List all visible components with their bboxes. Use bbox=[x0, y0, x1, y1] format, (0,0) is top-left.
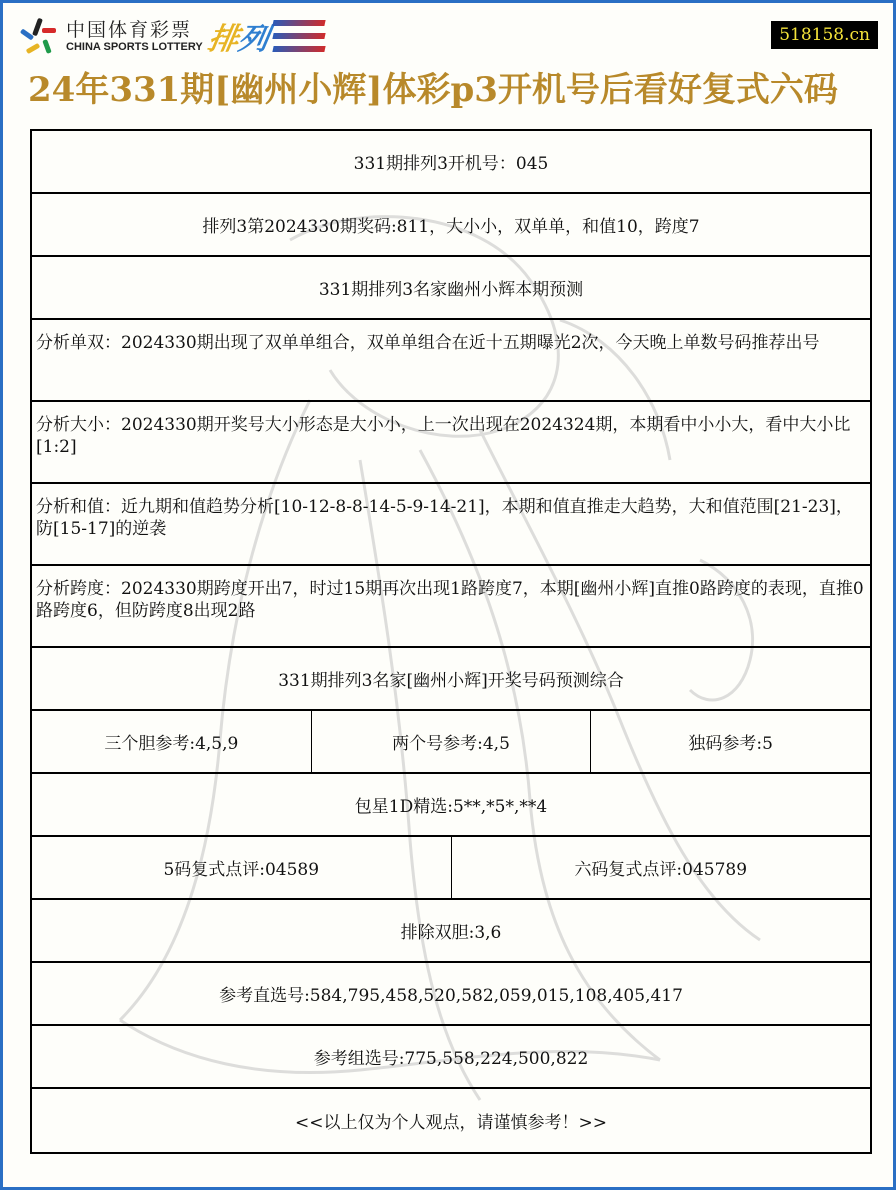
two-numbers-cell: 两个号参考:4,5 bbox=[312, 711, 592, 772]
table-row-direct-picks: 参考直选号:584,795,458,520,582,059,015,108,405,417 bbox=[32, 963, 870, 1026]
table-row-opening-number: 331期排列3开机号：045 bbox=[32, 131, 870, 194]
table-row-section-heading: 331期排列3名家幽州小辉本期预测 bbox=[32, 257, 870, 320]
table-row-compound-picks bbox=[32, 837, 870, 900]
table-row-span-analysis: 分析跨度：2024330期跨度开出7，时过15期再次出现1路跨度7，本期[幽州小辉]直推0路跨度的表现，直推0路跨度6，但防跨度8出现2路 bbox=[32, 566, 870, 648]
table-row-summary-heading: 331期排列3名家[幽州小辉]开奖号码预测综合 bbox=[32, 648, 870, 711]
china-sports-lottery-logo bbox=[18, 16, 325, 56]
logo-cn-text: 中国体育彩票 bbox=[66, 19, 193, 41]
three-bankers-cell: 三个胆参考:4,5,9 bbox=[32, 711, 312, 772]
table-row-group-picks: 参考组选号:775,558,224,500,822 bbox=[32, 1026, 870, 1089]
header bbox=[18, 16, 878, 62]
logo-en-text: CHINA SPORTS LOTTERY bbox=[66, 41, 203, 53]
pailie3-logo bbox=[205, 16, 325, 57]
lottery-star-icon bbox=[18, 16, 58, 56]
logo-game-char-b: 列 bbox=[235, 22, 272, 57]
logo-three-bars-icon bbox=[273, 20, 325, 52]
table-row-excluded-numbers: 排除双胆:3,6 bbox=[32, 900, 870, 963]
page-title: 24年331期[幽州小辉]体彩p3开机号后看好复式六码 bbox=[28, 70, 838, 110]
table-row-disclaimer: <<以上仅为个人观点，请谨慎参考！>> bbox=[32, 1089, 870, 1152]
table-row-key-numbers bbox=[32, 711, 870, 774]
table-row-odd-even-analysis: 分析单双：2024330期出现了双单单组合，双单单组合在近十五期曝光2次，今天晚上单数号码推荐出号 bbox=[32, 320, 870, 402]
six-code-compound-cell: 六码复式点评:045789 bbox=[574, 860, 748, 880]
table-row-size-analysis: 分析大小：2024330期开奖号大小形态是大小小，上一次出现在2024324期，本期看中小小大，看中大小比[1:2] bbox=[32, 402, 870, 484]
single-number-cell: 独码参考:5 bbox=[688, 734, 773, 754]
table-row-sum-analysis: 分析和值：近九期和值趋势分析[10-12-8-8-14-5-9-14-21]，本期和值直推走大趋势，大和值范围[21-23]，防[15-17]的逆袭 bbox=[32, 484, 870, 566]
five-code-compound-cell: 5码复式点评:04589 bbox=[32, 837, 452, 898]
logo-game-char-a: 排 bbox=[205, 22, 242, 57]
table-row-previous-result: 排列3第2024330期奖码:811，大小小，双单单，和值10，跨度7 bbox=[32, 194, 870, 257]
site-badge[interactable]: 518158.cn bbox=[771, 21, 878, 49]
table-row-position-picks: 包星1D精选:5**,*5*,**4 bbox=[32, 774, 870, 837]
prediction-table bbox=[30, 129, 872, 1154]
